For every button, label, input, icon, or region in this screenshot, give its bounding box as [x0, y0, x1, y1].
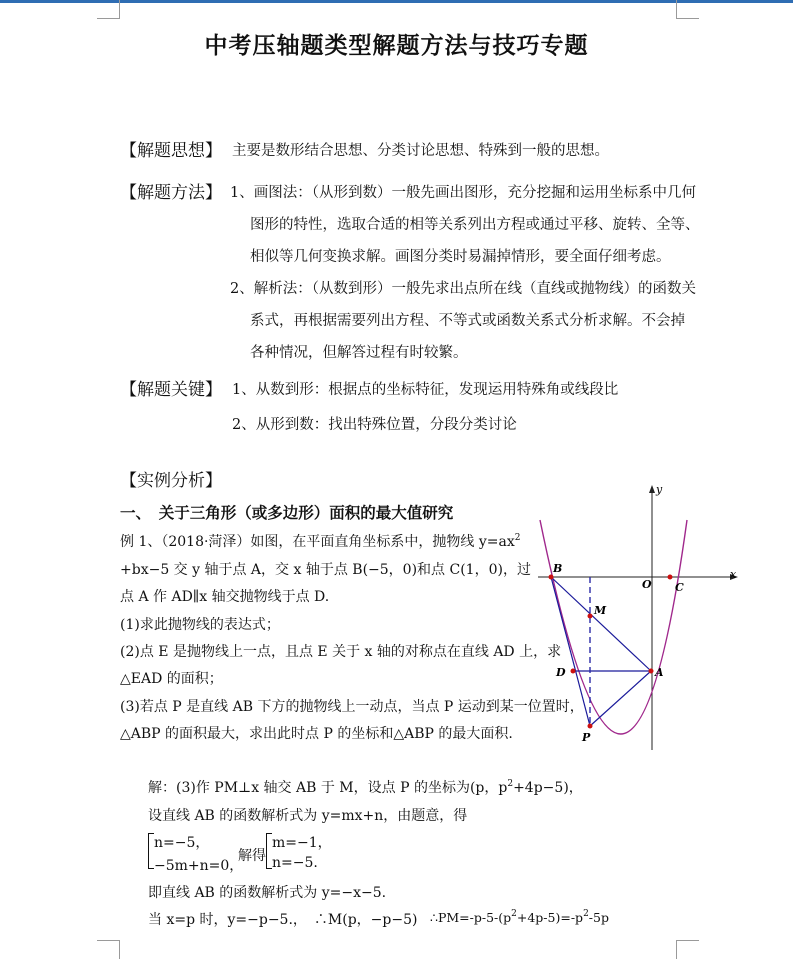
segment-PA	[590, 671, 651, 726]
label-M: M	[594, 604, 607, 617]
solve-label: 解得	[238, 848, 266, 864]
crop-mark-top-left	[97, 0, 120, 19]
problem-line2: +bx−5 交 y 轴于点 A，交 x 轴于点 B(−5，0)和点 C(1，0)，过	[120, 562, 531, 578]
crop-mark-top-right	[676, 0, 699, 19]
system2-eq2: n=−5.	[272, 855, 318, 871]
solution-line3: 即直线 AB 的函数解析式为 y=−x−5.	[148, 885, 387, 901]
question-1: (1)求此抛物线的表达式；	[120, 617, 280, 633]
solution-line4: 当 x=p 时，y=−p−5.， ∴M(p，−p−5)	[148, 912, 418, 928]
question-2-cont: △EAD 的面积；	[120, 671, 223, 687]
point-B	[549, 575, 554, 580]
problem-line1: 例 1、（2018·菏泽）如图，在平面直角坐标系中，抛物线 $y=ax^2$	[120, 533, 521, 550]
section1-title: 一、 关于三角形（或多边形）面积的最大值研究	[120, 503, 454, 522]
parabola-curve	[540, 520, 687, 734]
point-P	[588, 724, 593, 729]
page-title: 中考压轴题类型解题方法与技巧专题	[204, 32, 589, 59]
system2-eq1: m=−1，	[272, 835, 332, 851]
parabola-figure	[530, 478, 745, 753]
segment-BA	[551, 577, 651, 671]
label-D: D	[556, 666, 566, 679]
label-C: C	[675, 581, 684, 594]
question-2: (2)点 E 是抛物线上一点，且点 E 关于 x 轴的对称点在直线 AD 上，求	[120, 644, 562, 660]
method1-line1: 1、画图法：（从形到数）一般先画出图形，充分挖掘和运用坐标系中几何	[230, 185, 696, 201]
method2-line2: 系式，再根据需要列出方程、不等式或函数关系式分析求解。不会掉	[250, 313, 685, 329]
system1-eq2: −5m+n=0，	[154, 858, 244, 874]
label-x: x	[730, 568, 737, 581]
solution-line1: 解：(3)作 PM⊥x 轴交 AB 于 M，设点 P 的坐标为(p，$p^2+4p-5$)，	[148, 779, 583, 796]
label-B: B	[553, 562, 563, 575]
key-line1: 1、从数到形：根据点的坐标特征，发现运用特殊角或线段比	[232, 382, 619, 398]
crop-mark-bottom-left	[97, 940, 120, 959]
method1-line3: 相似等几何变换求解。画图分类时易漏掉情形，要全面仔细考虑。	[250, 249, 671, 265]
idea-text: 主要是数形结合思想、分类讨论思想、特殊到一般的思想。	[232, 143, 609, 159]
method2-line3: 各种情况，但解答过程有时较繁。	[250, 345, 468, 361]
key-line2: 2、从形到数：找出特殊位置，分段分类讨论	[232, 417, 517, 433]
idea-label: 【解题思想】	[120, 141, 222, 161]
system1-eq1: n=−5，	[154, 835, 210, 851]
label-A: A	[655, 666, 664, 679]
label-y: y	[656, 483, 663, 496]
label-O: O	[642, 578, 652, 591]
point-C	[668, 575, 673, 580]
point-A	[649, 669, 654, 674]
point-D	[571, 669, 576, 674]
question-3: (3)若点 P 是直线 AB 下方的抛物线上一动点，当点 P 运动到某一位置时，	[120, 699, 584, 715]
method2-line1: 2、解析法：（从数到形）一般先求出点所在线（直线或抛物线）的函数关	[230, 281, 696, 297]
point-M	[588, 614, 593, 619]
method-label: 【解题方法】	[120, 183, 222, 203]
segment-BP	[551, 577, 590, 726]
question-3-cont: △ABP 的面积最大，求出此时点 P 的坐标和△ABP 的最大面积.	[120, 726, 513, 742]
problem-line3: 点 A 作 AD∥x 轴交抛物线于点 D.	[120, 589, 330, 605]
solution-pm-expression: $\therefore PM=-p-5-(p^2+4p-5)=-p^2-5p$	[430, 909, 609, 925]
method1-line2: 图形的特性，选取合适的相等关系列出方程或通过平移、旋转、全等、	[250, 217, 700, 233]
solution-line2: 设直线 AB 的函数解析式为 y=mx+n，由题意，得	[148, 808, 468, 824]
label-P: P	[582, 731, 591, 744]
key-label: 【解题关键】	[120, 380, 222, 400]
crop-mark-bottom-right	[676, 940, 699, 959]
example-label: 【实例分析】	[120, 471, 222, 491]
y-axis-arrow	[649, 485, 655, 493]
